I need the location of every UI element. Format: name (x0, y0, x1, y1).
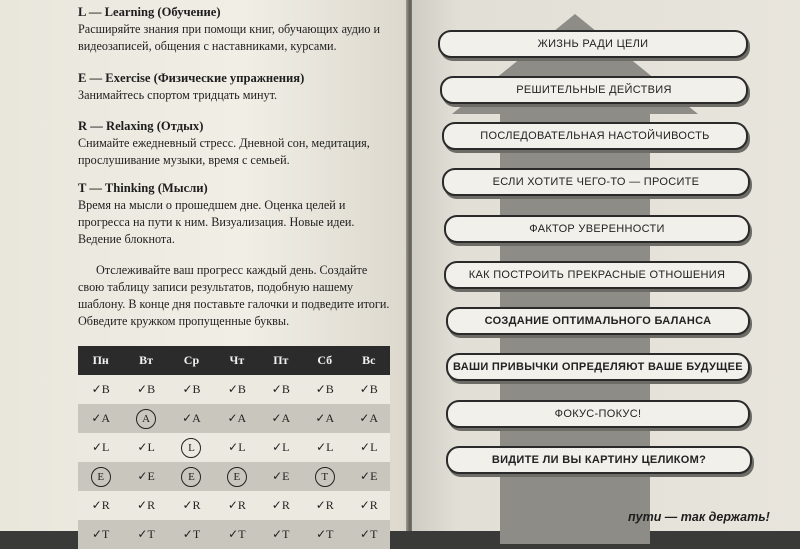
table-cell (78, 404, 123, 433)
table-row (78, 491, 390, 520)
table-header-row (78, 346, 390, 375)
table-cell (123, 375, 168, 404)
table-row (78, 433, 390, 462)
topic-bar: ВАШИ ПРИВЫЧКИ ОПРЕДЕЛЯЮТ ВАШЕ БУДУЩЕЕ (446, 353, 750, 381)
checked-letter: ✓T (272, 527, 290, 541)
table-cell (347, 375, 390, 404)
section-relaxing (78, 118, 388, 169)
checked-letter: ✓B (137, 382, 156, 396)
section-thinking (78, 180, 388, 248)
table-cell (78, 462, 123, 491)
header-sat: Сб (302, 346, 347, 375)
table-cell (214, 404, 259, 433)
footer-caption: пути — так держать! (628, 510, 770, 524)
topic-bar: ФАКТОР УВЕРЕННОСТИ (444, 215, 750, 243)
table-cell (123, 491, 168, 520)
section-text: Снимайте ежедневный стресс. Дневной сон, медитация, прослушивание музыки, время с семьей. (78, 136, 370, 167)
table-cell (169, 404, 214, 433)
circled-letter: T (315, 467, 335, 487)
table-cell (169, 491, 214, 520)
topic-bar: ПОСЛЕДОВАТЕЛЬНАЯ НАСТОЙЧИВОСТЬ (442, 122, 748, 150)
checked-letter: ✓B (359, 382, 378, 396)
checked-letter: ✓T (360, 527, 378, 541)
checked-letter: ✓A (182, 411, 201, 425)
table-cell (78, 375, 123, 404)
header-sun: Вс (347, 346, 390, 375)
checked-letter: ✓A (271, 411, 291, 425)
table-cell (169, 462, 214, 491)
section-text: Время на мысли о прошедшем дне. Оценка целей и прогресса на пути к ним. Визуализация. Новые идеи. Ведение блокнота. (78, 198, 355, 246)
checked-letter: ✓R (91, 498, 110, 512)
checked-letter: ✓R (359, 498, 378, 512)
checked-letter: ✓E (137, 469, 155, 483)
table-cell (214, 491, 259, 520)
table-cell (123, 433, 168, 462)
table-cell (260, 462, 303, 491)
header-wed: Ср (169, 346, 214, 375)
checked-letter: ✓R (227, 498, 246, 512)
section-heading: R — Relaxing (Отдых) (78, 119, 204, 133)
checked-letter: ✓L (92, 440, 110, 454)
table-row (78, 375, 390, 404)
header-mon: Пн (78, 346, 123, 375)
table-cell (347, 404, 390, 433)
section-heading: L — Learning (Обучение) (78, 5, 221, 19)
topic-bar: РЕШИТЕЛЬНЫЕ ДЕЙСТВИЯ (440, 76, 748, 104)
checked-letter: ✓A (91, 411, 111, 425)
header-fri: Пт (260, 346, 303, 375)
checked-letter: ✓L (316, 440, 334, 454)
table-cell (347, 433, 390, 462)
table-cell (302, 375, 347, 404)
topic-bar: КАК ПОСТРОИТЬ ПРЕКРАСНЫЕ ОТНОШЕНИЯ (444, 261, 750, 289)
table-cell (302, 462, 347, 491)
section-heading: E — Exercise (Физические упражнения) (78, 71, 305, 85)
table-cell (260, 404, 303, 433)
checked-letter: ✓L (360, 440, 378, 454)
checked-letter: ✓T (92, 527, 110, 541)
table-cell (302, 520, 347, 549)
checked-letter: ✓T (182, 527, 201, 541)
section-learning (78, 4, 388, 55)
table-cell (169, 375, 214, 404)
checked-letter: ✓R (137, 498, 156, 512)
checked-letter: ✓B (182, 382, 201, 396)
circled-letter: E (227, 467, 247, 487)
checked-letter: ✓B (271, 382, 290, 396)
table-row (78, 520, 390, 549)
checked-letter: ✓L (137, 440, 155, 454)
checked-letter: ✓B (315, 382, 334, 396)
checked-letter: ✓L (228, 440, 246, 454)
checked-letter: ✓T (228, 527, 246, 541)
table-cell (214, 375, 259, 404)
table-cell (302, 433, 347, 462)
checked-letter: ✓A (315, 411, 335, 425)
progress-table (78, 346, 390, 549)
checked-letter: ✓A (227, 411, 247, 425)
header-tue: Вт (123, 346, 168, 375)
table-cell (123, 404, 168, 433)
section-exercise (78, 70, 388, 104)
table-cell (214, 462, 259, 491)
table-cell (260, 375, 303, 404)
table-row (78, 462, 390, 491)
table-cell (214, 433, 259, 462)
topic-bar: СОЗДАНИЕ ОПТИМАЛЬНОГО БАЛАНСА (446, 307, 750, 335)
checked-letter: ✓R (315, 498, 334, 512)
table-cell (302, 404, 347, 433)
header-thu: Чт (214, 346, 259, 375)
circled-letter: E (181, 467, 201, 487)
checked-letter: ✓B (227, 382, 246, 396)
table-cell (302, 491, 347, 520)
section-text: Расширяйте знания при помощи книг, обучающих аудио и видеозаписей, общения с наставниками, курсами. (78, 22, 381, 53)
instruction-paragraph: Отслеживайте ваш прогресс каждый день. Создайте свою таблицу записи результатов, подобную нашему шаблону. В конце дня поставьте галочки и подведите итоги. Обведите кружком пропущенные буквы. (78, 263, 390, 328)
checked-letter: ✓E (272, 469, 290, 483)
circled-letter: L (181, 438, 201, 458)
table-cell (78, 520, 123, 549)
checked-letter: ✓R (271, 498, 290, 512)
table-cell (260, 433, 303, 462)
table-cell (169, 520, 214, 549)
checked-letter: ✓L (272, 440, 290, 454)
table-cell (214, 520, 259, 549)
checked-letter: ✓E (360, 469, 378, 483)
checked-letter: ✓T (137, 527, 155, 541)
checked-letter: ✓B (91, 382, 110, 396)
circled-letter: A (136, 409, 156, 429)
table-cell (78, 491, 123, 520)
topic-bar: ЖИЗНЬ РАДИ ЦЕЛИ (438, 30, 748, 58)
table-cell (347, 462, 390, 491)
checked-letter: ✓R (182, 498, 201, 512)
table-cell (260, 520, 303, 549)
table-cell (169, 433, 214, 462)
table-cell (347, 491, 390, 520)
topic-bar: ВИДИТЕ ЛИ ВЫ КАРТИНУ ЦЕЛИКОМ? (446, 446, 752, 474)
topic-bar: ФОКУС-ПОКУС! (446, 400, 750, 428)
table-cell (123, 462, 168, 491)
checked-letter: ✓A (359, 411, 379, 425)
table-cell (347, 520, 390, 549)
checked-letter: ✓T (316, 527, 334, 541)
table-cell (123, 520, 168, 549)
section-text: Занимайтесь спортом тридцать минут. (78, 88, 278, 102)
section-heading: T — Thinking (Мысли) (78, 181, 208, 195)
table-row (78, 404, 390, 433)
topic-bar: ЕСЛИ ХОТИТЕ ЧЕГО-ТО — ПРОСИТЕ (442, 168, 750, 196)
circled-letter: E (91, 467, 111, 487)
table-cell (78, 433, 123, 462)
table-cell (260, 491, 303, 520)
